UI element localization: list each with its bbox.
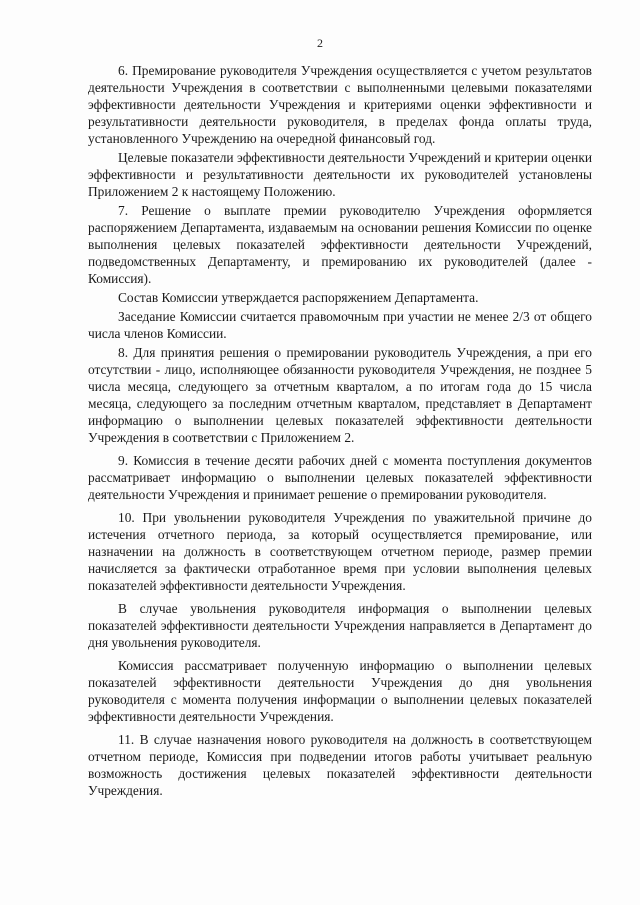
paragraph-7-commission-composition: Состав Комиссии утверждается распоряжением Департамента. (118, 290, 479, 305)
paragraph-11: 11. В случае назначения нового руководителя на должность в соответствующем отчетном периоде, Комиссия при подведении итогов работы учитывает реальную возможность достижения целевых показателей эффективности деятельности Учреждения. (88, 732, 592, 798)
paragraph-7-quorum: Заседание Комиссии считается правомочным при участии не менее 2/3 от общего числа членов Комиссии. (88, 309, 592, 341)
paragraph-8: 8. Для принятия решения о премировании руководитель Учреждения, а при его отсутствии - лицо, исполняющее обязанности руководителя Учреждения, не позднее 5 числа месяца, следующего за отчетным кварталом, а по итогам года до 15 числа месяца, следующего за последним отчетным кварталом, представляет в Департамент информацию о выполнении целевых показателей эффективности деятельности Учреждения в соответствии с Приложением 2. (88, 345, 592, 445)
paragraph-6-targets: Целевые показатели эффективности деятельности Учреждений и критерии оценки эффективности и результативности деятельности их руководителей установлены Приложением 2 к настоящему Положению. (88, 150, 592, 199)
paragraph-10-dismissal-info: В случае увольнения руководителя информация о выполнении целевых показателей эффективности деятельности Учреждения направляется в Департамент до дня увольнения руководителя. (88, 601, 592, 650)
page-number: 2 (317, 36, 323, 50)
paragraph-10-commission-review: Комиссия рассматривает полученную информацию о выполнении целевых показателей эффективности деятельности Учреждения до дня увольнения руководителя с момента получения информации о выполнении целевых показателей эффективности деятельности Учреждения. (88, 658, 592, 724)
paragraph-10: 10. При увольнении руководителя Учреждения по уважительной причине до истечения отчетного периода, за который осуществляется премирование, или назначении на должность в соответствующем отчетном периоде, размер премии начисляется за фактически отработанное время при условии выполнения целевых показателей эффективности деятельности Учреждения. (88, 510, 592, 593)
paragraph-7: 7. Решение о выплате премии руководителю Учреждения оформляется распоряжением Департамента, издаваемым на основании решения Комиссии по оценке выполнения целевых показателей эффективности деятельности Учреждений, подведомственных Департаменту, и премированию их руководителей (далее - Комиссия). (88, 203, 592, 286)
paragraph-6: 6. Премирование руководителя Учреждения осуществляется с учетом результатов деятельности Учреждения в соответствии с выполненными целевыми показателями эффективности деятельности Учреждения и критериями оценки эффективности и результативности деятельности руководителя, в пределах фонда оплаты труда, установленного Учреждению на очередной финансовый год. (88, 63, 592, 146)
paragraph-9: 9. Комиссия в течение десяти рабочих дней с момента поступления документов рассматривает информацию о выполнении целевых показателей эффективности деятельности Учреждения и принимает решение о премировании руководителя. (88, 453, 592, 502)
document-body (88, 62, 592, 801)
